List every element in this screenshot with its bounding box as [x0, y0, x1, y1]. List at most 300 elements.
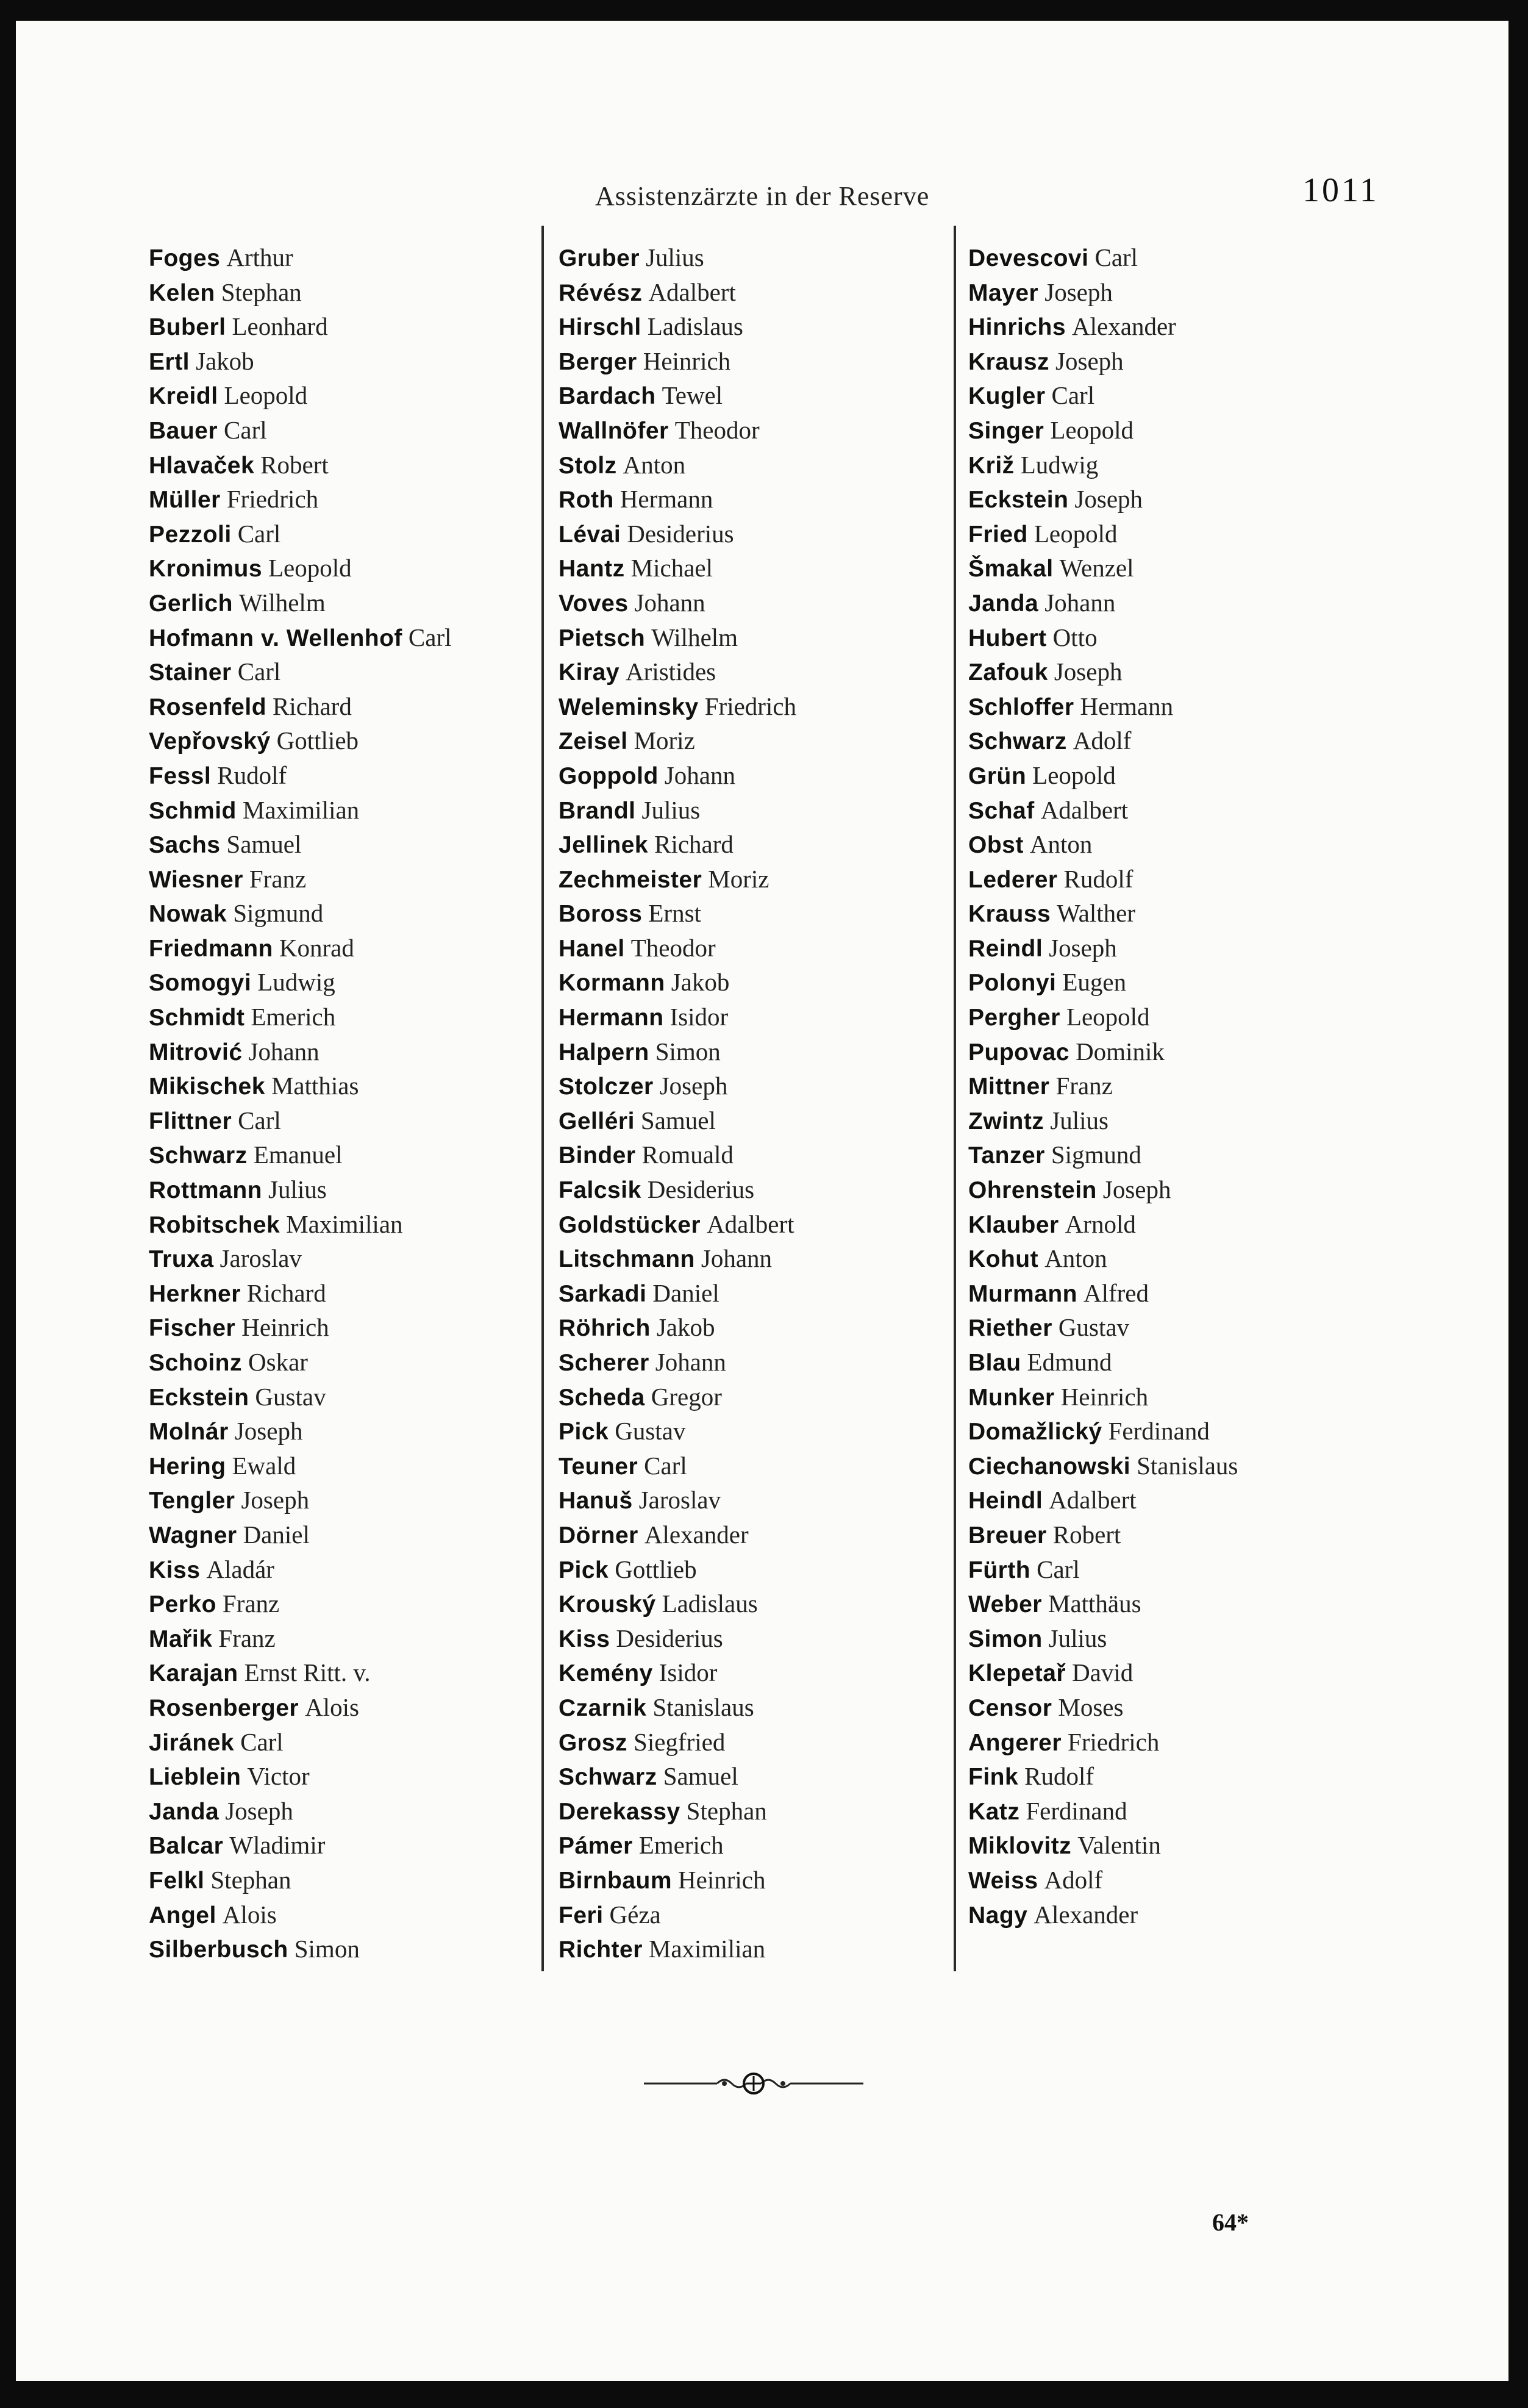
name-entry [149, 413, 452, 448]
surname: Boross [559, 901, 643, 928]
given-name: Johann [1044, 588, 1116, 617]
surname: Singer [968, 417, 1044, 444]
name-entry [149, 1310, 452, 1345]
given-name: Edmund [1027, 1348, 1112, 1376]
surname: Kiss [559, 1625, 610, 1652]
name-entry [559, 1759, 796, 1794]
given-name: Adolf [1073, 726, 1132, 755]
given-name: Samuel [640, 1106, 716, 1134]
name-entry [968, 1449, 1238, 1483]
surname: Kohut [968, 1246, 1039, 1273]
name-entry [149, 1828, 452, 1863]
surname: Kelen [149, 279, 215, 306]
given-name: Ludwig [257, 968, 335, 997]
given-name: Sigmund [1051, 1141, 1141, 1169]
page-number: 1011 [1302, 171, 1379, 209]
name-entry [968, 1794, 1238, 1829]
name-entry [559, 1000, 796, 1034]
name-entry [149, 1897, 452, 1932]
given-name: Jaroslav [220, 1244, 302, 1273]
given-name: Jakob [671, 968, 730, 997]
name-entry [559, 1172, 796, 1207]
name-entry [968, 1552, 1238, 1587]
surname: Friedmann [149, 935, 273, 962]
given-name: Victor [247, 1762, 310, 1791]
surname: Litschmann [559, 1246, 695, 1273]
surname: Kormann [559, 970, 665, 997]
surname: Reindl [968, 935, 1043, 962]
surname: Ciechanowski [968, 1453, 1131, 1480]
given-name: Desiderius [627, 519, 734, 548]
name-entry [968, 378, 1238, 413]
name-entry [968, 758, 1238, 793]
name-entry [968, 896, 1238, 931]
name-entry [968, 931, 1238, 966]
given-name: Anton [623, 450, 686, 479]
given-name: Arthur [226, 243, 293, 271]
name-entry [559, 793, 796, 828]
surname: Fischer [149, 1315, 236, 1342]
given-name: Adalbert [707, 1209, 794, 1238]
name-entry [559, 551, 796, 586]
name-entry [968, 275, 1238, 310]
name-entry [968, 827, 1238, 862]
surname: Fessl [149, 762, 212, 789]
surname: Somogyi [149, 970, 252, 997]
surname: Hermann [559, 1005, 664, 1031]
given-name: Gustav [255, 1382, 326, 1411]
name-entry [149, 1207, 452, 1242]
name-entry [559, 344, 796, 379]
given-name: Matthias [271, 1072, 359, 1100]
name-entry [559, 378, 796, 413]
name-entry [149, 378, 452, 413]
surname: Pietsch [559, 625, 646, 651]
name-entry [149, 1241, 452, 1276]
name-entry [968, 1241, 1238, 1276]
given-name: Johann [248, 1037, 320, 1066]
surname: Klepetař [968, 1660, 1066, 1687]
given-name: Carl [224, 415, 267, 444]
name-entry [968, 1069, 1238, 1103]
given-name: Anton [1029, 830, 1093, 859]
name-entry [559, 931, 796, 966]
given-name: David [1072, 1658, 1134, 1687]
name-entry [968, 1380, 1238, 1414]
name-entry [968, 1034, 1238, 1069]
surname: Schmidt [149, 1005, 245, 1031]
given-name: Dominik [1076, 1037, 1165, 1066]
name-entry [149, 240, 452, 275]
name-entry [149, 1518, 452, 1552]
name-entry [968, 689, 1238, 724]
given-name: Aristides [626, 658, 716, 686]
name-entry [559, 620, 796, 655]
surname: Simon [968, 1625, 1043, 1652]
name-entry [149, 1655, 452, 1690]
name-entry [968, 1655, 1238, 1690]
given-name: Leopold [268, 554, 352, 582]
name-entry [968, 413, 1238, 448]
given-name: Joseph [1055, 346, 1124, 375]
name-entry [149, 1345, 452, 1380]
name-entry [559, 758, 796, 793]
name-entry [559, 1897, 796, 1932]
given-name: Carl [644, 1451, 687, 1480]
name-entry [149, 1103, 452, 1138]
name-entry [149, 689, 452, 724]
surname: Truxa [149, 1246, 214, 1273]
surname: Birnbaum [559, 1867, 673, 1894]
given-name: Stephan [210, 1865, 291, 1894]
surname: Lévai [559, 521, 621, 548]
column-divider [541, 226, 544, 1971]
given-name: Ludwig [1020, 450, 1099, 479]
surname: Blau [968, 1350, 1021, 1376]
name-entry [149, 827, 452, 862]
given-name: Jakob [196, 346, 254, 375]
name-entry [149, 275, 452, 310]
given-name: Theodor [674, 415, 760, 444]
name-entry [968, 1725, 1238, 1760]
given-name: Géza [609, 1900, 661, 1929]
given-name: Emanuel [253, 1141, 343, 1169]
name-entry [149, 1552, 452, 1587]
given-name: Arnold [1065, 1209, 1136, 1238]
name-entry [968, 1828, 1238, 1863]
surname: Kronimus [149, 556, 263, 582]
given-name: Franz [249, 864, 307, 893]
name-entry [968, 1483, 1238, 1518]
given-name: Tewel [662, 381, 723, 410]
surname: Molnár [149, 1419, 229, 1446]
surname: Grün [968, 762, 1027, 789]
given-name: Adalbert [648, 278, 736, 306]
surname: Tengler [149, 1488, 235, 1514]
given-name: Stephan [221, 278, 302, 306]
name-entry [149, 1483, 452, 1518]
name-entry [149, 1759, 452, 1794]
name-entry [968, 793, 1238, 828]
name-entry [149, 482, 452, 517]
surname: Weiss [968, 1867, 1038, 1894]
surname: Stainer [149, 659, 232, 686]
name-entry [968, 1138, 1238, 1172]
given-name: Friedrich [226, 485, 319, 514]
surname: Hlavaček [149, 452, 255, 479]
surname: Kreidl [149, 383, 218, 410]
surname: Nowak [149, 901, 227, 928]
name-entry [968, 1690, 1238, 1725]
surname: Mařik [149, 1625, 213, 1652]
given-name: Ferdinand [1108, 1417, 1210, 1446]
surname: Pupovac [968, 1039, 1070, 1066]
given-name: Emerich [251, 1003, 336, 1031]
surname: Zwintz [968, 1108, 1044, 1134]
given-name: Michael [630, 554, 713, 582]
surname: Goppold [559, 762, 659, 789]
name-entry [968, 240, 1238, 275]
name-entry [968, 654, 1238, 689]
given-name: Julius [1050, 1106, 1109, 1134]
given-name: Leopold [1034, 519, 1118, 548]
name-entry [559, 586, 796, 620]
name-entry [149, 1414, 452, 1449]
surname: Czarnik [559, 1694, 647, 1721]
surname: Hantz [559, 556, 625, 582]
surname: Silberbusch [149, 1937, 288, 1963]
surname: Schwarz [149, 1142, 248, 1169]
surname: Pick [559, 1419, 609, 1446]
surname: Mikischek [149, 1073, 265, 1100]
surname: Ertl [149, 348, 190, 375]
given-name: Franz [1055, 1072, 1113, 1100]
surname: Derekassy [559, 1798, 680, 1825]
given-name: Moriz [634, 726, 695, 755]
given-name: Hermann [1080, 692, 1174, 720]
given-name: Julius [268, 1175, 327, 1204]
name-entry [559, 413, 796, 448]
surname: Domažlický [968, 1419, 1102, 1446]
surname: Buberl [149, 314, 226, 341]
surname: Hering [149, 1453, 226, 1480]
name-entry [149, 793, 452, 828]
surname: Schwarz [968, 728, 1067, 755]
surname: Brandl [559, 797, 636, 824]
name-entry [149, 965, 452, 1000]
name-entry [968, 723, 1238, 758]
name-entry [968, 1207, 1238, 1242]
surname: Lieblein [149, 1764, 241, 1791]
name-entry [559, 1241, 796, 1276]
name-entry [559, 448, 796, 482]
name-column-1 [149, 240, 452, 1966]
given-name: Gregor [651, 1382, 722, 1411]
surname: Fürth [968, 1557, 1031, 1583]
given-name: Moriz [708, 864, 769, 893]
page-title: Assistenzärzte in der Reserve [595, 181, 930, 211]
surname: Krouský [559, 1591, 656, 1618]
surname: Janda [968, 590, 1039, 617]
name-entry [968, 1586, 1238, 1621]
given-name: Matthäus [1048, 1589, 1141, 1618]
given-name: Franz [222, 1589, 280, 1618]
name-entry [559, 1863, 796, 1897]
given-name: Maximilian [242, 795, 360, 824]
given-name: Moses [1058, 1693, 1124, 1721]
name-entry [559, 827, 796, 862]
name-entry [559, 654, 796, 689]
name-entry [149, 448, 452, 482]
surname: Binder [559, 1142, 636, 1169]
surname: Stolczer [559, 1073, 654, 1100]
given-name: Oskar [248, 1348, 308, 1376]
signature-mark: 64* [1212, 2209, 1249, 2236]
surname: Goldstücker [559, 1211, 701, 1238]
given-name: Daniel [652, 1278, 719, 1307]
name-entry [559, 1483, 796, 1518]
name-entry [149, 654, 452, 689]
name-entry [559, 275, 796, 310]
name-entry [968, 1897, 1238, 1932]
name-entry [559, 862, 796, 897]
given-name: Richard [246, 1278, 326, 1307]
name-entry [559, 1414, 796, 1449]
surname: Schoinz [149, 1350, 243, 1376]
given-name: Joseph [1102, 1175, 1171, 1204]
given-name: Adalbert [1049, 1486, 1137, 1514]
given-name: Carl [237, 519, 281, 548]
name-entry [968, 1172, 1238, 1207]
surname: Miklovitz [968, 1833, 1072, 1860]
surname: Gruber [559, 245, 640, 271]
name-entry [149, 723, 452, 758]
given-name: Julius [641, 795, 701, 824]
surname: Hinrichs [968, 314, 1066, 341]
name-entry [559, 1690, 796, 1725]
name-entry [968, 1310, 1238, 1345]
name-entry [968, 586, 1238, 620]
name-entry [149, 1380, 452, 1414]
given-name: Otto [1052, 623, 1098, 651]
name-entry [149, 1932, 452, 1966]
given-name: Valentin [1077, 1831, 1161, 1860]
surname: Kemény [559, 1660, 653, 1687]
given-name: Joseph [1054, 658, 1123, 686]
given-name: Stanislaus [1137, 1451, 1238, 1480]
name-entry [968, 1345, 1238, 1380]
surname: Mayer [968, 279, 1039, 306]
name-entry [559, 1552, 796, 1587]
surname: Fink [968, 1764, 1019, 1791]
given-name: Heinrich [1060, 1382, 1149, 1411]
name-entry [559, 1069, 796, 1103]
surname: Kiss [149, 1557, 201, 1583]
given-name: Johann [634, 588, 705, 617]
given-name: Simon [655, 1037, 721, 1066]
given-name: Wenzel [1059, 554, 1134, 582]
given-name: Friedrich [1068, 1727, 1160, 1756]
name-entry [149, 551, 452, 586]
name-entry [559, 1621, 796, 1656]
given-name: Jakob [656, 1313, 715, 1342]
surname: Vepřovský [149, 728, 271, 755]
given-name: Ladislaus [647, 312, 743, 341]
surname: Šmakal [968, 556, 1054, 582]
surname: Stolz [559, 452, 617, 479]
surname: Müller [149, 487, 221, 514]
given-name: Theodor [630, 933, 716, 962]
name-column-3 [968, 240, 1238, 1932]
surname: Bardach [559, 383, 656, 410]
given-name: Aladár [206, 1555, 274, 1583]
surname: Karajan [149, 1660, 238, 1687]
name-entry [559, 896, 796, 931]
surname: Zeisel [559, 728, 628, 755]
surname: Gerlich [149, 590, 233, 617]
surname: Weber [968, 1591, 1042, 1618]
name-entry [559, 1380, 796, 1414]
name-column-2 [559, 240, 796, 1966]
surname: Rottmann [149, 1177, 262, 1204]
given-name: Robert [260, 450, 329, 479]
name-entry [968, 482, 1238, 517]
surname: Kiray [559, 659, 620, 686]
surname: Fried [968, 521, 1028, 548]
name-entry [149, 1621, 452, 1656]
surname: Perko [149, 1591, 216, 1618]
surname: Scheda [559, 1384, 645, 1411]
given-name: Stanislaus [652, 1693, 754, 1721]
given-name: Joseph [1049, 933, 1117, 962]
surname: Angel [149, 1902, 216, 1929]
given-name: Maximilian [648, 1935, 766, 1963]
given-name: Robert [1052, 1520, 1121, 1549]
surname: Foges [149, 245, 221, 271]
surname: Jellinek [559, 832, 649, 859]
surname: Bauer [149, 417, 218, 444]
surname: Falcsik [559, 1177, 641, 1204]
surname: Kugler [968, 383, 1046, 410]
given-name: Alexander [1072, 312, 1176, 341]
surname: Nagy [968, 1902, 1028, 1929]
given-name: Carl [1094, 243, 1138, 271]
given-name: Alois [222, 1900, 277, 1929]
surname: Scherer [559, 1350, 649, 1376]
given-name: Simon [294, 1935, 360, 1963]
name-entry [149, 620, 452, 655]
name-entry [149, 931, 452, 966]
given-name: Wladimir [229, 1831, 326, 1860]
given-name: Leopold [1032, 761, 1116, 789]
given-name: Carl [237, 658, 281, 686]
surname: Heindl [968, 1488, 1043, 1514]
given-name: Ferdinand [1026, 1796, 1127, 1825]
surname: Hofmann v. Wellenhof [149, 625, 402, 651]
name-entry [968, 1276, 1238, 1311]
surname: Censor [968, 1694, 1052, 1721]
ornament-divider [644, 2065, 863, 2102]
given-name: Stephan [686, 1796, 767, 1825]
given-name: Gustav [615, 1417, 686, 1446]
name-entry [149, 758, 452, 793]
surname: Wagner [149, 1522, 237, 1549]
surname: Krauss [968, 901, 1051, 928]
name-entry [968, 965, 1238, 1000]
name-entry [968, 551, 1238, 586]
given-name: Desiderius [647, 1175, 755, 1204]
name-entry [149, 1586, 452, 1621]
surname: Breuer [968, 1522, 1047, 1549]
name-entry [968, 517, 1238, 551]
given-name: Ladislaus [662, 1589, 758, 1618]
given-name: Gottlieb [276, 726, 359, 755]
surname: Pezzoli [149, 521, 232, 548]
name-entry [559, 240, 796, 275]
given-name: Heinrich [241, 1313, 329, 1342]
name-entry [559, 1932, 796, 1966]
name-entry [559, 309, 796, 344]
surname: Obst [968, 832, 1024, 859]
surname: Révész [559, 279, 643, 306]
surname: Dörner [559, 1522, 638, 1549]
given-name: Sigmund [233, 899, 324, 928]
name-entry [559, 1828, 796, 1863]
surname: Hanuš [559, 1488, 633, 1514]
name-entry [149, 309, 452, 344]
surname: Krausz [968, 348, 1050, 375]
given-name: Alois [305, 1693, 359, 1721]
